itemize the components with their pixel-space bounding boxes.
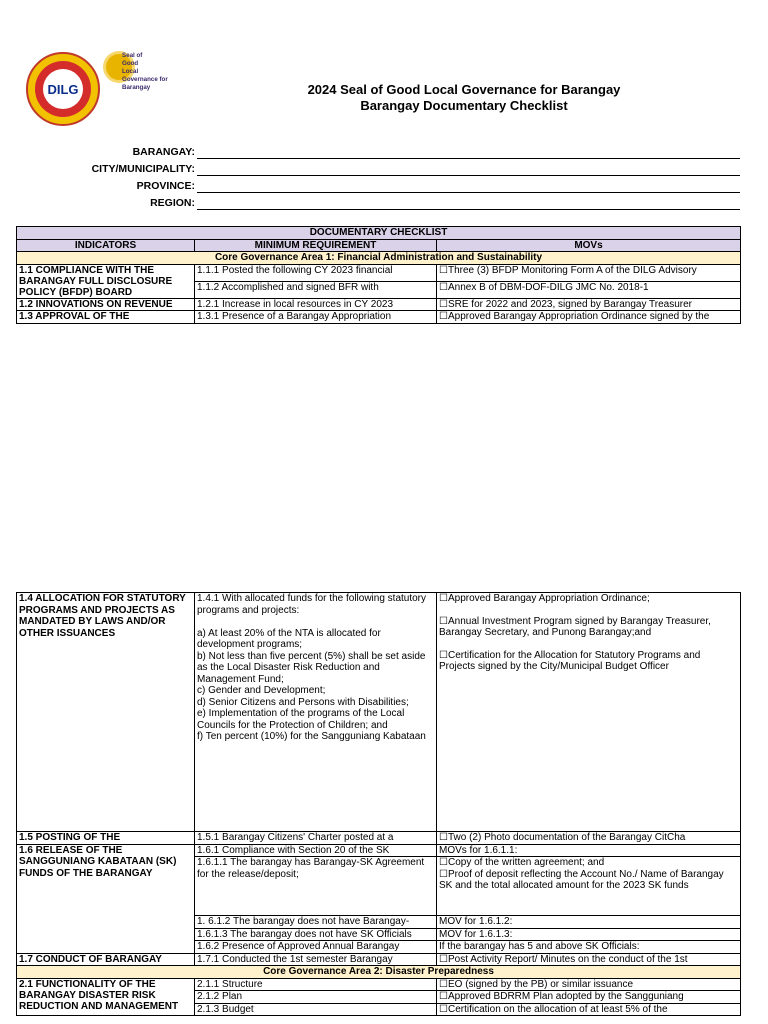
indicator-cell: 1.1 COMPLIANCE WITH THE BARANGAY FULL DISCLOSURE POLICY (BFDP) BOARD [17, 264, 195, 298]
dilg-logo: DILG [26, 52, 100, 126]
checkbox-icon[interactable] [439, 1004, 448, 1015]
requirement-cell: 2.1.1 Structure [195, 978, 437, 991]
mov-cell: ☐ Approved Barangay Appropriation Ordinance signed by the [437, 311, 741, 324]
requirement-cell: 1.4.1 With allocated funds for the following statutory programs and projects: a) At least 20% of the NTA is allocated for development programs; b) Not less than five percent (5%) shall be set aside as the Local Disaster Risk Reduction and Management Fund; c) Gender and Development; d) Senior Citizens and Persons with Disabilities; e) Implementation of the programs of the Local Councils for the Protection of Children; and f) Ten percent (10%) for the Sangguniang Kabataan [195, 593, 437, 832]
requirement-cell: 2.1.2 Plan [195, 991, 437, 1004]
documentary-checklist-table [16, 226, 741, 324]
requirement-cell: 1.6.2 Presence of Approved Annual Barangay [195, 941, 437, 954]
province-field[interactable] [30, 177, 740, 193]
page-subtitle: Barangay Documentary Checklist [360, 98, 568, 113]
barangay-label: BARANGAY: [132, 146, 195, 158]
governance-area-2-header: Core Governance Area 2: Disaster Preparedness [17, 966, 741, 979]
requirement-cell: 1.3.1 Presence of a Barangay Appropriation [195, 311, 437, 324]
mov-cell: MOV for 1.6.1.3: [437, 928, 741, 941]
checkbox-icon[interactable] [439, 311, 448, 322]
requirement-cell: 1.1.1 Posted the following CY 2023 financial [195, 264, 437, 281]
requirement-cell: 1.6.1.3 The barangay does not have SK Officials [195, 928, 437, 941]
checkbox-icon[interactable] [439, 299, 448, 310]
city-municipality-field[interactable] [30, 160, 740, 176]
table-row [17, 953, 741, 966]
mov-cell: ☐ Two (2) Photo documentation of the Barangay CitCha [437, 832, 741, 845]
col-header-minimum-requirement: MINIMUM REQUIREMENT [195, 239, 437, 252]
col-header-indicators: INDICATORS [17, 239, 195, 252]
checkbox-icon[interactable] [439, 991, 448, 1002]
requirement-cell: 1. 6.1.2 The barangay does not have Barangay- [195, 916, 437, 929]
mov-cell: ☐ Copy of the written agreement; and ☐ Proof of deposit reflecting the Account No./ Name of Barangay SK and the total allocated amount for the 2023 SK funds [437, 857, 741, 916]
requirement-cell: 1.6.1.1 The barangay has Barangay-SK Agreement for the release/deposit; [195, 857, 437, 916]
region-field[interactable] [30, 194, 740, 210]
table-row [17, 978, 741, 991]
mov-cell: MOVs for 1.6.1.1: [437, 844, 741, 857]
indicator-cell: 1.5 POSTING OF THE [17, 832, 195, 845]
requirement-cell: 1.2.1 Increase in local resources in CY 2023 [195, 298, 437, 311]
documentary-checklist-table-continued [16, 592, 741, 1016]
table-row [17, 593, 741, 832]
checkbox-icon[interactable] [439, 593, 448, 604]
requirement-cell: 2.1.3 Budget [195, 1003, 437, 1016]
barangay-field[interactable] [30, 143, 740, 159]
indicator-cell: 1.2 INNOVATIONS ON REVENUE [17, 298, 195, 311]
checkbox-icon[interactable] [439, 857, 448, 868]
header-logos [26, 50, 186, 130]
checkbox-icon[interactable] [439, 979, 448, 990]
table-row [17, 844, 741, 857]
province-label: PROVINCE: [136, 180, 195, 192]
indicator-cell: 1.6 RELEASE OF THE SANGGUNIANG KABATAAN (SK) FUNDS OF THE BARANGAY [17, 844, 195, 953]
checkbox-icon[interactable] [439, 832, 448, 843]
checkbox-icon[interactable] [439, 282, 448, 293]
page-title: 2024 Seal of Good Local Governance for Barangay [307, 82, 621, 97]
indicator-cell: 1.4 ALLOCATION FOR STATUTORY PROGRAMS AND PROJECTS AS MANDATED BY LAWS AND/OR OTHER ISSUANCES [17, 593, 195, 832]
table-row [17, 832, 741, 845]
mov-cell: ☐ Approved BDRRM Plan adopted by the Sangguniang [437, 991, 741, 1004]
table-row [17, 298, 741, 311]
requirement-cell: 1.1.2 Accomplished and signed BFR with [195, 281, 437, 298]
mov-cell: ☐ Three (3) BFDP Monitoring Form A of the DILG Advisory [437, 264, 741, 281]
requirement-cell: 1.6.1 Compliance with Section 20 of the SK [195, 844, 437, 857]
mov-cell: ☐ SRE for 2022 and 2023, signed by Barangay Treasurer [437, 298, 741, 311]
mov-cell: ☐ Certification on the allocation of at least 5% of the [437, 1003, 741, 1016]
col-header-movs: MOVs [437, 239, 741, 252]
mov-cell: ☐ Approved Barangay Appropriation Ordinance; ☐ Annual Investment Program signed by Barangay Treasurer, Barangay Secretary, and Punong Barangay;and ☐ Certification for the Allocation for Statutory Programs and Projects signed by the City/Municipal Budget Officer [437, 593, 741, 832]
checkbox-icon[interactable] [439, 650, 448, 661]
checkbox-icon[interactable] [439, 869, 448, 880]
sglgb-seal-logo: Seal of Good Local Governance for Barangay [106, 50, 188, 128]
region-label: REGION: [150, 197, 195, 209]
checkbox-icon[interactable] [439, 265, 448, 276]
governance-area-1-header: Core Governance Area 1: Financial Administration and Sustainability [17, 252, 741, 265]
mov-cell: ☐ Annex B of DBM-DOF-DILG JMC No. 2018-1 [437, 281, 741, 298]
table-row [17, 264, 741, 281]
city-municipality-label: CITY/MUNICIPALITY: [91, 163, 195, 175]
indicator-cell: 1.3 APPROVAL OF THE [17, 311, 195, 324]
requirement-cell: 1.7.1 Conducted the 1st semester Barangay [195, 953, 437, 966]
indicator-cell: 1.7 CONDUCT OF BARANGAY [17, 953, 195, 966]
checkbox-icon[interactable] [439, 954, 448, 965]
indicator-cell: 2.1 FUNCTIONALITY OF THE BARANGAY DISASTER RISK REDUCTION AND MANAGEMENT [17, 978, 195, 1016]
table-caption: DOCUMENTARY CHECKLIST [17, 227, 741, 240]
mov-cell: ☐ Post Activity Report/ Minutes on the conduct of the 1st [437, 953, 741, 966]
mov-cell: MOV for 1.6.1.2: [437, 916, 741, 929]
table-row [17, 311, 741, 324]
requirement-cell: 1.5.1 Barangay Citizens' Charter posted at a [195, 832, 437, 845]
mov-cell: ☐ EO (signed by the PB) or similar issuance [437, 978, 741, 991]
mov-cell: If the barangay has 5 and above SK Officials: [437, 941, 741, 954]
checkbox-icon[interactable] [439, 616, 448, 627]
